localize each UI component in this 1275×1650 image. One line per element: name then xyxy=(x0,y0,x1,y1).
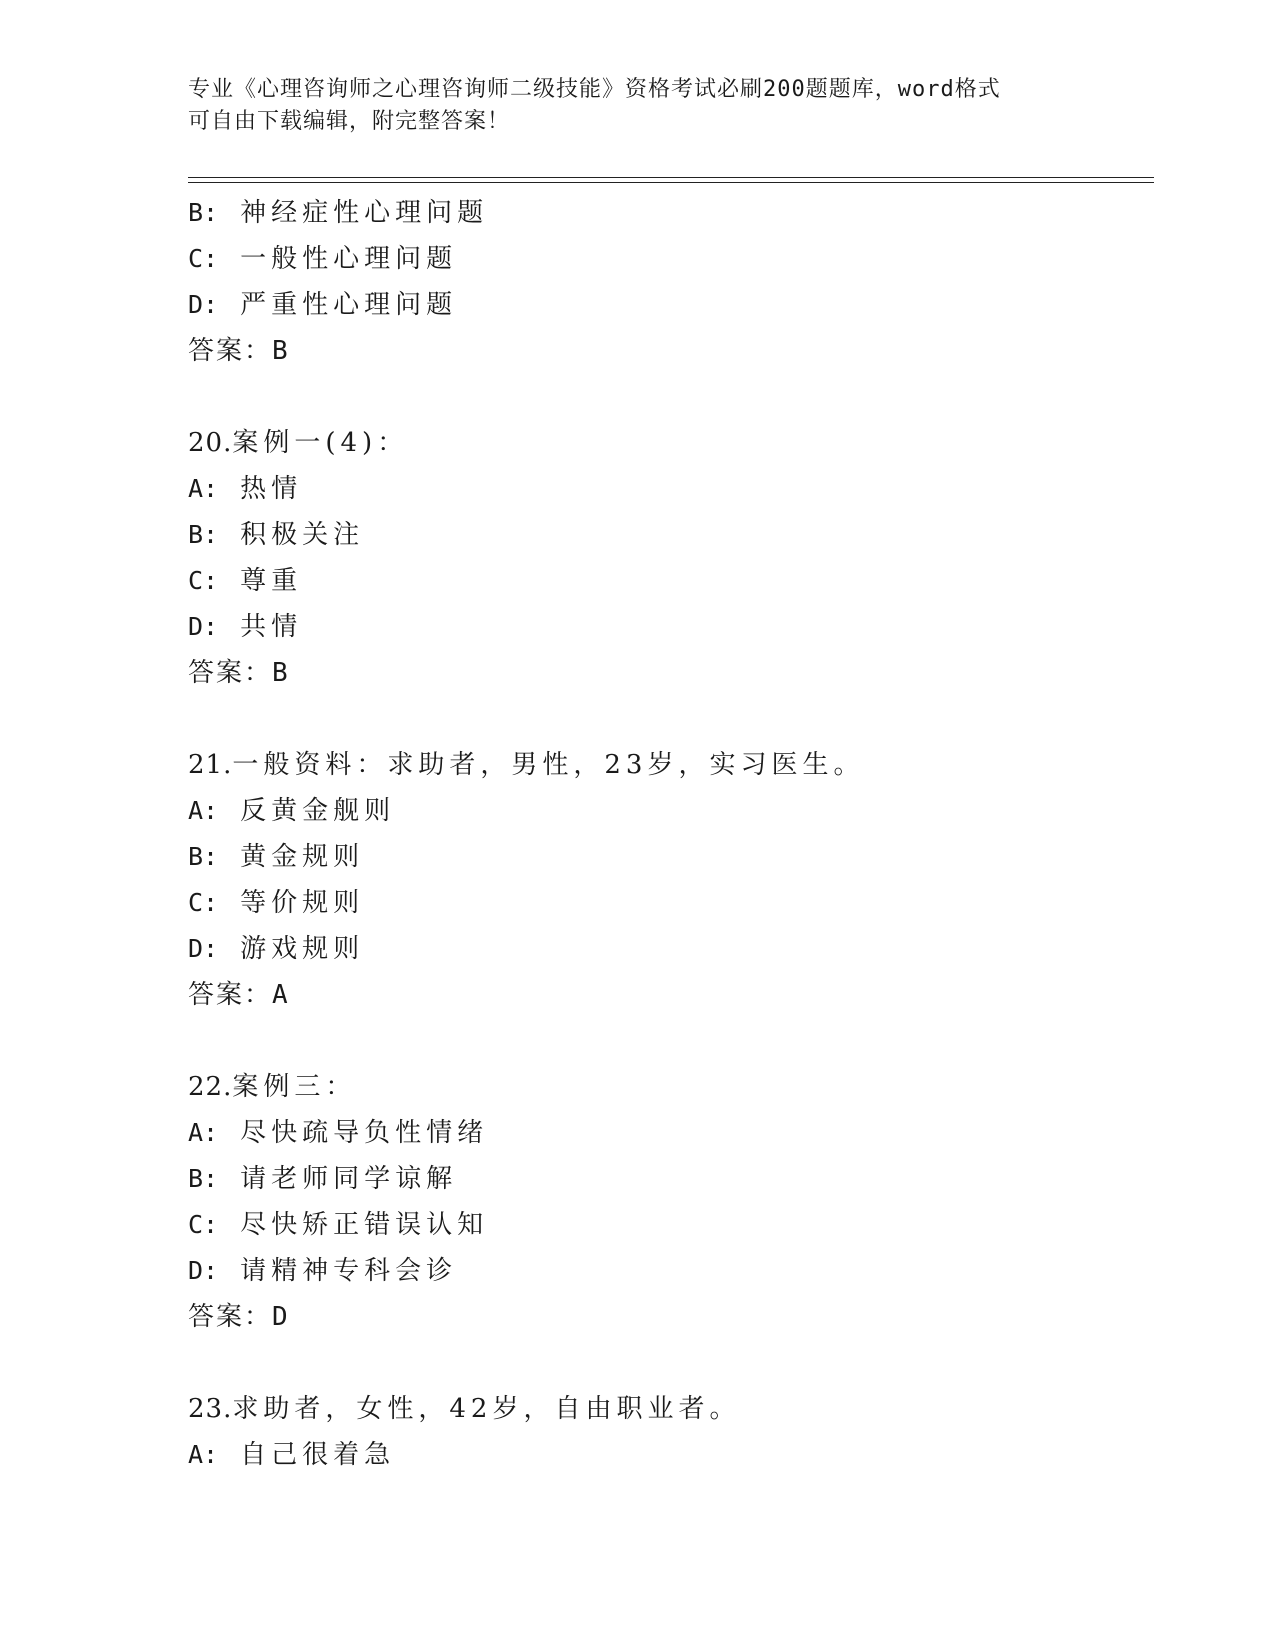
document-header xyxy=(188,74,1088,138)
answer-label: 答案： xyxy=(188,336,273,366)
question-text: 案例一(4)： xyxy=(232,428,409,458)
option-a xyxy=(188,788,1148,834)
option-d xyxy=(188,282,1148,328)
option-text: 游戏规则 xyxy=(240,934,365,964)
question-21 xyxy=(188,742,1148,1018)
option-c xyxy=(188,236,1148,282)
option-text: 尽快矫正错误认知 xyxy=(240,1210,489,1240)
header-divider-top xyxy=(188,177,1154,178)
answer-value: B xyxy=(272,658,288,688)
option-text: 共情 xyxy=(240,612,303,642)
option-c xyxy=(188,558,1148,604)
option-b xyxy=(188,1156,1148,1202)
option-b xyxy=(188,512,1148,558)
option-d xyxy=(188,926,1148,972)
option-key: B: xyxy=(188,198,219,227)
option-c xyxy=(188,1202,1148,1248)
question-number: 23. xyxy=(188,1394,233,1424)
option-key: A: xyxy=(188,474,219,503)
option-text: 严重性心理问题 xyxy=(240,290,458,320)
option-text: 自己很着急 xyxy=(240,1440,396,1470)
option-c xyxy=(188,880,1148,926)
question-stem xyxy=(188,742,1148,788)
option-text: 等价规则 xyxy=(240,888,365,918)
question-stem xyxy=(188,420,1148,466)
option-text: 神经症性心理问题 xyxy=(240,198,489,228)
answer-line xyxy=(188,650,1148,696)
option-text: 热情 xyxy=(240,474,303,504)
question-text: 案例三： xyxy=(232,1072,357,1102)
answer-value: B xyxy=(272,336,288,366)
question-number: 21. xyxy=(188,750,233,780)
option-text: 尽快疏导负性情绪 xyxy=(240,1118,489,1148)
option-a xyxy=(188,1110,1148,1156)
question-number: 22. xyxy=(188,1072,233,1102)
option-key: B: xyxy=(188,842,219,871)
header-subtitle-line: 可自由下载编辑，附完整答案！ xyxy=(188,109,511,134)
option-key: C: xyxy=(188,244,219,273)
option-key: A: xyxy=(188,796,219,825)
answer-line xyxy=(188,1294,1148,1340)
option-key: C: xyxy=(188,566,219,595)
option-a xyxy=(188,466,1148,512)
question-text: 求助者，女性，42岁，自由职业者。 xyxy=(232,1394,741,1424)
option-key: A: xyxy=(188,1440,219,1469)
question-continued xyxy=(188,190,1148,374)
option-text: 请精神专科会诊 xyxy=(240,1256,458,1286)
option-b xyxy=(188,834,1148,880)
option-key: C: xyxy=(188,888,219,917)
option-d xyxy=(188,1248,1148,1294)
option-text: 尊重 xyxy=(240,566,303,596)
answer-line xyxy=(188,328,1148,374)
question-number: 20. xyxy=(188,428,233,458)
question-stem xyxy=(188,1386,1148,1432)
option-a xyxy=(188,1432,1148,1478)
option-key: B: xyxy=(188,1164,219,1193)
question-20 xyxy=(188,420,1148,696)
option-b xyxy=(188,190,1148,236)
option-key: D: xyxy=(188,934,219,963)
answer-label: 答案： xyxy=(188,658,273,688)
header-divider-bottom xyxy=(188,182,1154,183)
question-22 xyxy=(188,1064,1148,1340)
option-key: B: xyxy=(188,520,219,549)
option-text: 请老师同学谅解 xyxy=(240,1164,458,1194)
answer-label: 答案： xyxy=(188,980,273,1010)
answer-value: D xyxy=(272,1302,288,1332)
question-text: 一般资料：求助者，男性，23岁，实习医生。 xyxy=(232,750,865,780)
question-23 xyxy=(188,1386,1148,1478)
option-text: 反黄金舰则 xyxy=(240,796,396,826)
option-d xyxy=(188,604,1148,650)
option-key: C: xyxy=(188,1210,219,1239)
header-title-line: 专业《心理咨询师之心理咨询师二级技能》资格考试必刷200题题库，word格式 xyxy=(188,77,1001,102)
answer-line xyxy=(188,972,1148,1018)
option-text: 黄金规则 xyxy=(240,842,365,872)
option-key: D: xyxy=(188,612,219,641)
option-key: D: xyxy=(188,290,219,319)
question-list xyxy=(188,190,1148,1478)
question-stem xyxy=(188,1064,1148,1110)
answer-value: A xyxy=(272,980,288,1010)
option-key: A: xyxy=(188,1118,219,1147)
option-text: 积极关注 xyxy=(240,520,365,550)
answer-label: 答案： xyxy=(188,1302,273,1332)
option-text: 一般性心理问题 xyxy=(240,244,458,274)
option-key: D: xyxy=(188,1256,219,1285)
